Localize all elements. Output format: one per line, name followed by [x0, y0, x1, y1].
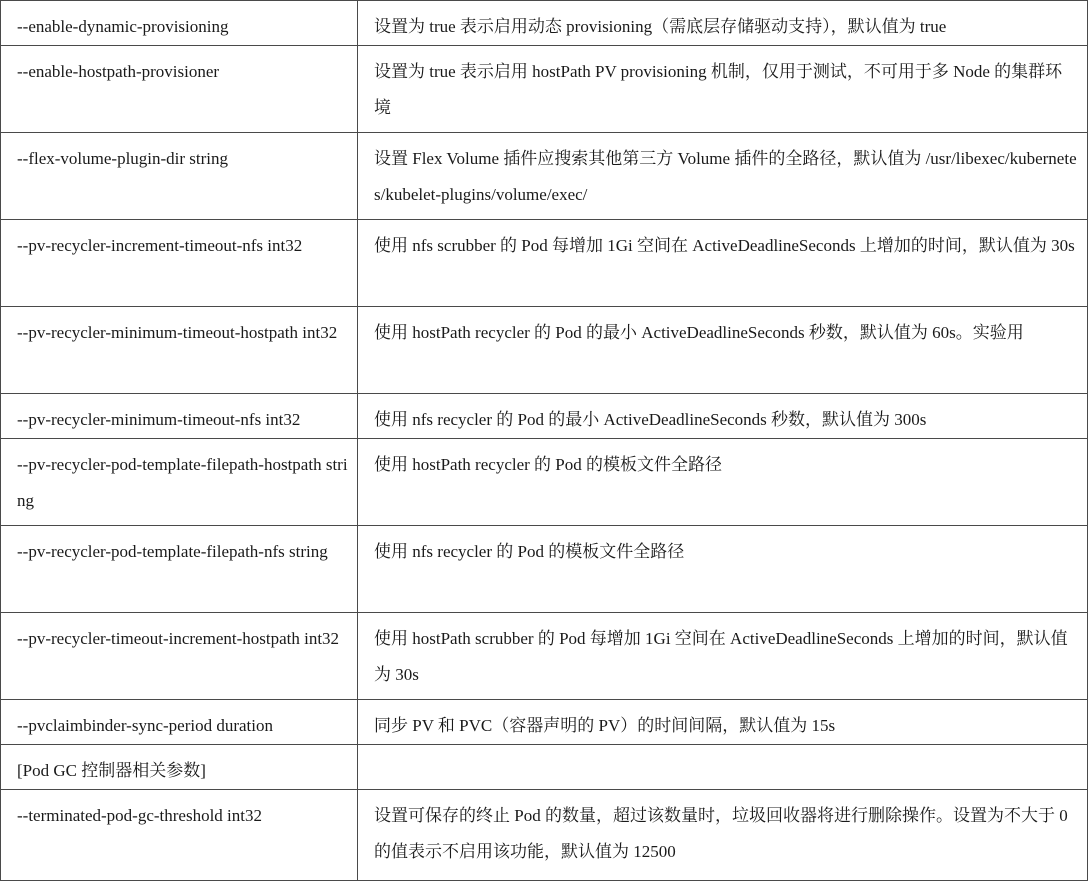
- param-name: --pv-recycler-timeout-increment-hostpath int32: [1, 613, 358, 700]
- param-name: --enable-hostpath-provisioner: [1, 46, 358, 133]
- param-description: 设置为 true 表示启用动态 provisioning（需底层存储驱动支持），默认值为 true: [358, 1, 1088, 46]
- section-header: [Pod GC 控制器相关参数]: [1, 745, 358, 790]
- table-row: [1, 307, 1088, 394]
- table-row: [1, 1, 1088, 46]
- param-description: 使用 nfs recycler 的 Pod 的最小 ActiveDeadlineSeconds 秒数，默认值为 300s: [358, 394, 1088, 439]
- table-row: [1, 700, 1088, 745]
- param-name: --pv-recycler-pod-template-filepath-nfs string: [1, 526, 358, 613]
- param-description: 使用 nfs recycler 的 Pod 的模板文件全路径: [358, 526, 1088, 613]
- table-row: [1, 133, 1088, 220]
- param-description: 使用 hostPath recycler 的 Pod 的模板文件全路径: [358, 439, 1088, 526]
- param-description: [358, 745, 1088, 790]
- table-row: [1, 439, 1088, 526]
- table-row: [1, 790, 1088, 881]
- param-name: --flex-volume-plugin-dir string: [1, 133, 358, 220]
- param-name: --enable-dynamic-provisioning: [1, 1, 358, 46]
- table-row: [1, 220, 1088, 307]
- table-row: [1, 526, 1088, 613]
- param-description: 设置为 true 表示启用 hostPath PV provisioning 机制，仅用于测试，不可用于多 Node 的集群环境: [358, 46, 1088, 133]
- param-name: --pv-recycler-increment-timeout-nfs int32: [1, 220, 358, 307]
- param-description: 同步 PV 和 PVC（容器声明的 PV）的时间间隔，默认值为 15s: [358, 700, 1088, 745]
- param-name: --pvclaimbinder-sync-period duration: [1, 700, 358, 745]
- param-name: --pv-recycler-minimum-timeout-nfs int32: [1, 394, 358, 439]
- section-header-row: [1, 745, 1088, 790]
- param-description: 使用 hostPath recycler 的 Pod 的最小 ActiveDeadlineSeconds 秒数，默认值为 60s。实验用: [358, 307, 1088, 394]
- param-name: --pv-recycler-minimum-timeout-hostpath int32: [1, 307, 358, 394]
- table-row: [1, 613, 1088, 700]
- param-name: --pv-recycler-pod-template-filepath-hostpath string: [1, 439, 358, 526]
- param-description: 设置可保存的终止 Pod 的数量，超过该数量时，垃圾回收器将进行删除操作。设置为不大于 0 的值表示不启用该功能，默认值为 12500: [358, 790, 1088, 881]
- table-row: [1, 46, 1088, 133]
- param-description: 使用 hostPath scrubber 的 Pod 每增加 1Gi 空间在 ActiveDeadlineSeconds 上增加的时间，默认值为 30s: [358, 613, 1088, 700]
- param-description: 使用 nfs scrubber 的 Pod 每增加 1Gi 空间在 ActiveDeadlineSeconds 上增加的时间，默认值为 30s: [358, 220, 1088, 307]
- table-row: [1, 394, 1088, 439]
- param-description: 设置 Flex Volume 插件应搜索其他第三方 Volume 插件的全路径，默认值为 /usr/libexec/kubernetes/kubelet-plugins/volume/exec/: [358, 133, 1088, 220]
- param-name: --terminated-pod-gc-threshold int32: [1, 790, 358, 881]
